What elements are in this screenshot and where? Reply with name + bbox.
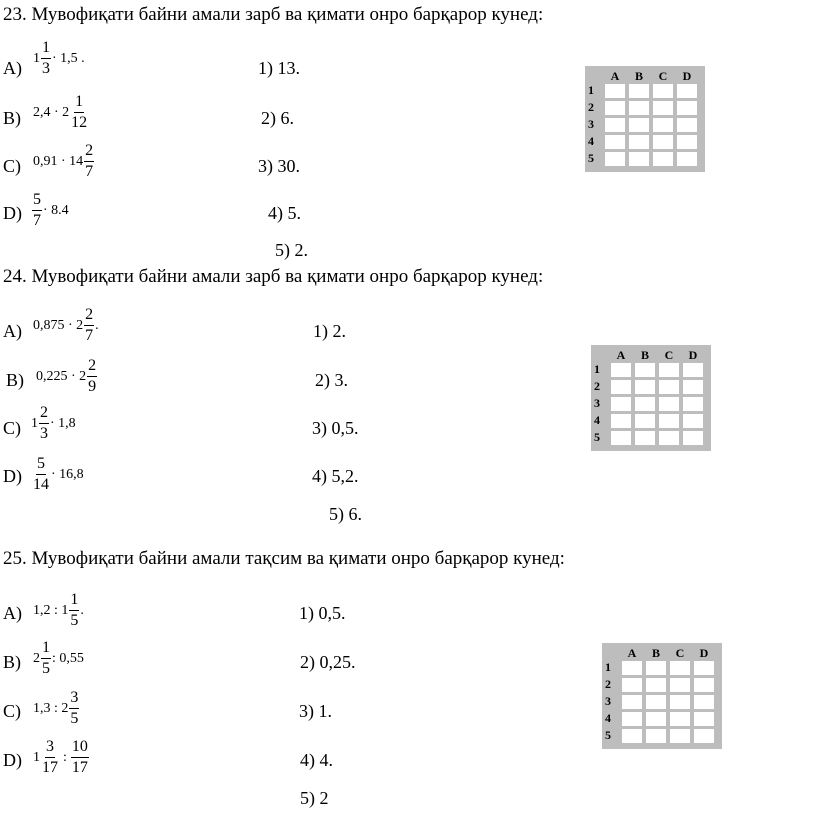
grid-column-header: D (688, 348, 698, 362)
expr-tail: . (80, 602, 84, 618)
q24-option-b-expression (36, 358, 98, 395)
numerator: 5 (36, 456, 46, 475)
grid-cell[interactable] (683, 431, 703, 445)
q23-option-c-expression (33, 143, 95, 180)
expr-lead: 1,3 : 2 (33, 700, 69, 716)
grid-cell[interactable] (635, 363, 655, 377)
grid-cell[interactable] (694, 661, 714, 675)
q24-option-d-label: D) (3, 466, 22, 486)
expr-lead: 0,875 · 2 (33, 317, 84, 333)
grid-row-number: 2 (594, 379, 600, 393)
grid-cell[interactable] (653, 135, 673, 149)
grid-cell[interactable] (629, 135, 649, 149)
q24-option-c-expression (31, 405, 76, 442)
q25-answer-5: 5) 2 (300, 788, 329, 808)
q24-option-b-label: B) (6, 370, 24, 390)
q23-option-a-expression (33, 40, 85, 77)
grid-cell[interactable] (659, 363, 679, 377)
fraction (71, 739, 89, 776)
fraction (32, 192, 42, 229)
q24-answer-4: 4) 5,2. (312, 466, 359, 486)
grid-cell[interactable] (694, 712, 714, 726)
q25-option-b-expression (33, 640, 84, 677)
expr-lead: 2,4 · 2 (33, 104, 70, 120)
grid-cell[interactable] (694, 678, 714, 692)
grid-column-header: B (640, 348, 649, 362)
grid-cell[interactable] (694, 695, 714, 709)
grid-row-number: 4 (594, 413, 600, 427)
grid-cell[interactable] (653, 84, 673, 98)
expr-whole: 1 (31, 415, 38, 431)
expr-whole: 1 (33, 50, 40, 66)
denominator: 17 (42, 759, 58, 776)
grid-column-header: B (634, 69, 643, 83)
q24-answer-3: 3) 0,5. (312, 418, 359, 438)
grid-cell[interactable] (605, 101, 625, 115)
denominator: 9 (88, 378, 97, 395)
denominator: 12 (71, 114, 88, 131)
grid-cell[interactable] (646, 695, 666, 709)
q23-option-d-expression (31, 192, 69, 229)
grid-cell[interactable] (622, 695, 642, 709)
q23-option-c-label: C) (3, 156, 21, 176)
q23-option-d-label: D) (3, 203, 22, 223)
grid-cell[interactable] (670, 661, 690, 675)
q25-option-a-expression (33, 592, 84, 629)
grid-column-header: C (664, 348, 674, 362)
numerator: 3 (69, 690, 79, 709)
q25-answer-3: 3) 1. (299, 701, 332, 721)
fraction (84, 143, 94, 180)
q23-answer-4: 4) 5. (268, 203, 301, 223)
grid-column-header: C (675, 646, 685, 660)
denominator: 5 (42, 660, 50, 677)
numerator: 1 (41, 40, 51, 59)
grid-row-number: 2 (588, 100, 594, 114)
q24-answer-1: 1) 2. (313, 321, 346, 341)
fraction (39, 405, 49, 442)
q23-answer-1: 1) 13. (258, 58, 300, 78)
grid-column-header: A (616, 348, 626, 362)
expr-tail: · 1,8 (50, 415, 76, 431)
grid-cell[interactable] (677, 84, 697, 98)
expr-lead: 1,2 : 1 (33, 602, 69, 618)
grid-cell[interactable] (605, 118, 625, 132)
denominator: 7 (85, 163, 94, 180)
grid-cell[interactable] (611, 380, 631, 394)
grid-cell[interactable] (659, 414, 679, 428)
grid-cell[interactable] (646, 678, 666, 692)
grid-cell[interactable] (629, 118, 649, 132)
expr-lead: 0,91 · 14 (33, 153, 84, 169)
answer-grid-23 (585, 66, 705, 172)
numerator: 2 (39, 405, 49, 424)
grid-cell[interactable] (622, 712, 642, 726)
grid-cell[interactable] (670, 729, 690, 743)
numerator: 3 (45, 739, 55, 758)
expr-lead: 2 (33, 650, 40, 666)
grid-row-number: 5 (588, 151, 594, 165)
grid-column-header: A (610, 69, 620, 83)
q25-answer-1: 1) 0,5. (299, 603, 346, 623)
grid-cell[interactable] (629, 101, 649, 115)
grid-cell[interactable] (629, 84, 649, 98)
denominator: 7 (33, 212, 41, 229)
grid-cell[interactable] (622, 729, 642, 743)
grid-column-header: B (651, 646, 660, 660)
denominator: 7 (85, 327, 94, 344)
grid-cell[interactable] (659, 431, 679, 445)
grid-cell[interactable] (653, 118, 673, 132)
q23-option-b-label: B) (3, 108, 21, 128)
grid-cell[interactable] (677, 152, 697, 166)
grid-cell[interactable] (677, 101, 697, 115)
grid-row-number: 5 (594, 430, 600, 444)
numerator: 1 (69, 592, 79, 611)
grid-cell[interactable] (622, 678, 642, 692)
grid-row-number: 1 (605, 660, 611, 674)
fraction (32, 456, 50, 493)
q24-option-a-label: A) (3, 321, 22, 341)
grid-column-header: C (658, 69, 668, 83)
grid-cell[interactable] (683, 414, 703, 428)
numerator: 2 (87, 358, 97, 377)
denominator: 5 (70, 612, 79, 629)
grid-row-number: 3 (605, 694, 611, 708)
grid-cell[interactable] (659, 380, 679, 394)
grid-cell[interactable] (605, 135, 625, 149)
expr-tail: · 1,5 . (52, 50, 85, 66)
fraction (41, 40, 51, 77)
grid-cell[interactable] (611, 363, 631, 377)
q23-option-a-label: A) (3, 58, 22, 78)
question-25-title: 25. Мувофиқати байни амали тақсим ва қимати онро барқарор кунед: (3, 548, 565, 569)
expr-tail: . (95, 317, 99, 333)
fraction (87, 358, 97, 395)
grid-cell[interactable] (670, 695, 690, 709)
question-23-title: 23. Мувофиқати байни амали зарб ва қимати онро барқарор кунед: (3, 4, 544, 25)
grid-cell[interactable] (611, 397, 631, 411)
grid-cell[interactable] (635, 414, 655, 428)
q25-option-c-expression (33, 690, 80, 727)
expr-lead: 0,225 · 2 (36, 368, 87, 384)
grid-cell[interactable] (635, 431, 655, 445)
grid-row-number: 4 (605, 711, 611, 725)
expr-divide: : (63, 749, 67, 765)
grid-column-header: D (682, 69, 692, 83)
numerator: 5 (32, 192, 42, 211)
grid-cell[interactable] (670, 678, 690, 692)
q23-answer-3: 3) 30. (258, 156, 300, 176)
question-24-title: 24. Мувофиқати байни амали зарб ва қимати онро барқарор кунед: (3, 266, 544, 287)
grid-cell[interactable] (677, 135, 697, 149)
fraction (70, 94, 88, 131)
grid-cell[interactable] (653, 152, 673, 166)
fraction (41, 739, 59, 776)
grid-row-number: 1 (588, 83, 594, 97)
denominator: 5 (70, 710, 79, 727)
grid-cell[interactable] (683, 380, 703, 394)
denominator: 3 (40, 425, 48, 442)
q23-answer-5: 5) 2. (275, 240, 308, 260)
expr-whole: 1 (33, 749, 40, 765)
grid-cell[interactable] (635, 397, 655, 411)
grid-cell[interactable] (694, 729, 714, 743)
q24-option-a-expression (33, 307, 99, 344)
grid-column-header: D (699, 646, 709, 660)
q24-answer-2: 2) 3. (315, 370, 348, 390)
grid-cell[interactable] (677, 118, 697, 132)
denominator: 17 (71, 759, 88, 776)
grid-row-number: 3 (594, 396, 600, 410)
q25-answer-4: 4) 4. (300, 750, 333, 770)
grid-cell[interactable] (683, 397, 703, 411)
grid-row-number: 2 (605, 677, 611, 691)
grid-cell[interactable] (646, 712, 666, 726)
grid-row-number: 3 (588, 117, 594, 131)
q24-answer-5: 5) 6. (329, 504, 362, 524)
numerator: 10 (71, 739, 89, 758)
denominator: 14 (33, 476, 49, 493)
grid-cell[interactable] (683, 363, 703, 377)
grid-cell[interactable] (611, 431, 631, 445)
grid-cell[interactable] (670, 712, 690, 726)
expr-tail: : 0,55 (52, 650, 84, 666)
q25-option-d-label: D) (3, 750, 22, 770)
q25-answer-2: 2) 0,25. (300, 652, 356, 672)
answer-grid-25 (602, 643, 722, 749)
grid-cell[interactable] (605, 152, 625, 166)
q24-option-c-label: C) (3, 418, 21, 438)
q25-option-c-label: C) (3, 701, 21, 721)
denominator: 3 (42, 60, 50, 77)
grid-cell[interactable] (605, 84, 625, 98)
q23-option-b-expression (33, 94, 89, 131)
numerator: 1 (74, 94, 84, 113)
answer-grid-24 (591, 345, 711, 451)
q25-option-b-label: B) (3, 652, 21, 672)
q24-option-d-expression (31, 456, 84, 493)
grid-row-number: 5 (605, 728, 611, 742)
grid-cell[interactable] (653, 101, 673, 115)
fraction (41, 640, 51, 677)
q23-answer-2: 2) 6. (261, 108, 294, 128)
grid-row-number: 1 (594, 362, 600, 376)
numerator: 2 (84, 307, 94, 326)
grid-cell[interactable] (622, 661, 642, 675)
fraction (84, 307, 94, 344)
grid-column-header: A (627, 646, 637, 660)
grid-cell[interactable] (646, 729, 666, 743)
grid-row-number: 4 (588, 134, 594, 148)
grid-cell[interactable] (659, 397, 679, 411)
q25-option-d-expression (33, 739, 90, 776)
numerator: 2 (84, 143, 94, 162)
grid-cell[interactable] (611, 414, 631, 428)
numerator: 1 (41, 640, 51, 659)
fraction (69, 690, 79, 727)
grid-cell[interactable] (635, 380, 655, 394)
fraction (69, 592, 79, 629)
q25-option-a-label: A) (3, 603, 22, 623)
expr-tail: · 8.4 (43, 202, 69, 218)
grid-cell[interactable] (646, 661, 666, 675)
grid-cell[interactable] (629, 152, 649, 166)
expr-tail: · 16,8 (51, 466, 84, 482)
